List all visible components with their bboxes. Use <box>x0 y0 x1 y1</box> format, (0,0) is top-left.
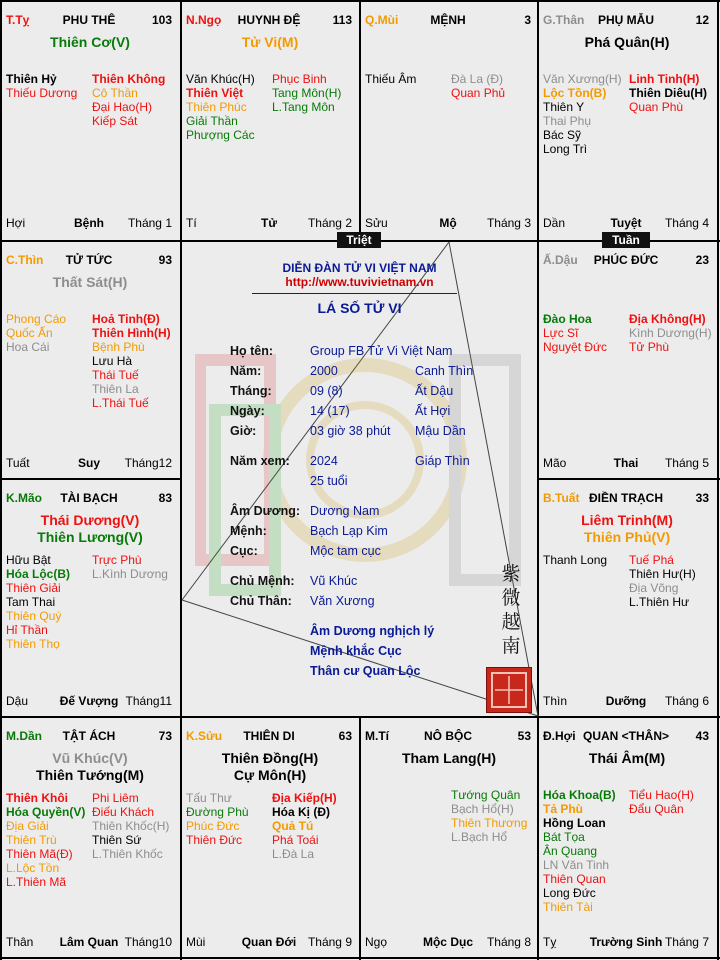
palace-branch: Thân <box>6 935 34 949</box>
minor-star: Thái Tuế <box>92 368 139 382</box>
palace-stem: Q.Mùi <box>365 13 399 27</box>
main-star: Thiên Đồng(H) <box>221 750 319 766</box>
main-star: Liêm Trinh(M) <box>581 512 673 528</box>
minor-stars-right <box>629 553 696 609</box>
palace-month: Tháng 3 <box>486 216 531 230</box>
minor-star: Long Trì <box>543 142 588 156</box>
minor-star: Tả Phù <box>543 802 584 816</box>
minor-stars-right <box>629 72 707 114</box>
info-label: Năm: <box>230 364 262 378</box>
minor-star: Thiên Việt <box>186 86 244 100</box>
palace-month: Tháng10 <box>124 935 172 949</box>
palace-phase: Tử <box>260 216 278 230</box>
minor-star: Phúc Đức <box>186 819 240 833</box>
minor-star: Hóa Khoa(B) <box>543 788 616 802</box>
main-star: Thái Dương(V) <box>40 512 140 528</box>
palace-phase: Mộc Dục <box>422 935 473 949</box>
palace-stem: B.Tuất <box>543 491 580 505</box>
palace-branch: Sửu <box>365 216 388 230</box>
main-star: Thiên Cơ(V) <box>50 34 130 50</box>
minor-stars-left <box>6 72 77 100</box>
minor-stars-right <box>92 312 171 410</box>
info-label: Ngày: <box>230 404 265 418</box>
main-star: Thiên Lương(V) <box>37 529 143 545</box>
palace-mui <box>361 2 537 238</box>
minor-star: Hỉ Thần <box>6 623 48 637</box>
minor-star: Thiên Sứ <box>92 833 142 847</box>
minor-star: L.Thái Tuế <box>92 396 149 410</box>
minor-star: Phục Binh <box>272 72 327 86</box>
palace-phase: Suy <box>77 456 100 470</box>
info-value: 2000 <box>310 364 338 378</box>
info-value: 09 (8) <box>310 384 343 398</box>
forum-name: DIỄN ĐÀN TỬ VI VIỆT NAM <box>282 261 437 275</box>
palace-hoi <box>539 718 715 957</box>
minor-star: Ân Quang <box>543 844 598 858</box>
palace-number: 3 <box>524 13 531 27</box>
palace-month: Tháng 2 <box>307 216 352 230</box>
minor-star: Thiên Khôi <box>6 791 68 805</box>
minor-star: Lực Sĩ <box>543 326 579 340</box>
minor-star: Thiên Giải <box>6 581 61 595</box>
minor-star: Thiên Thương <box>451 816 528 830</box>
minor-star: Hóa Lộc(B) <box>6 567 70 581</box>
palace-phase: Tuyệt <box>610 216 642 230</box>
minor-stars-left <box>543 788 616 914</box>
info-value: 14 (17) <box>310 404 350 418</box>
info-label: Âm Dương: <box>230 504 301 518</box>
minor-star: Đại Hao(H) <box>92 100 153 114</box>
palace-stem: Ấ.Dậu <box>543 253 578 267</box>
minor-star: Quả Tú <box>272 819 314 833</box>
palace-branch: Thìn <box>543 694 568 708</box>
palace-ty <box>2 2 178 238</box>
palace-stem: K.Sửu <box>186 729 223 743</box>
minor-star: Kình Dương(H) <box>629 326 712 340</box>
palace-branch: Dần <box>543 216 566 230</box>
palace-phase: Bệnh <box>74 216 104 230</box>
palace-stem: Đ.Hợi <box>543 729 576 743</box>
minor-stars-right <box>272 72 341 114</box>
palace-thin <box>2 242 178 478</box>
minor-star: Lưu Hà <box>92 354 133 368</box>
palace-month: Tháng 6 <box>664 694 709 708</box>
minor-star: Phong Cáo <box>6 312 67 326</box>
palace-stem: M.Dần <box>6 729 42 743</box>
minor-star: Đào Hoa <box>543 312 592 326</box>
main-star: Thái Âm(M) <box>588 750 666 766</box>
minor-star: Kiếp Sát <box>92 114 138 128</box>
palace-number: 113 <box>332 13 352 27</box>
palace-month: Tháng 7 <box>664 935 709 949</box>
minor-star: Trực Phù <box>92 553 142 567</box>
info-extra: Ất Hợi <box>415 404 451 418</box>
minor-star: Phá Toái <box>272 833 319 847</box>
minor-star: L.Kình Dương <box>92 567 168 581</box>
minor-star: Phi Liêm <box>92 791 139 805</box>
minor-star: Hoả Tinh(Đ) <box>92 312 160 326</box>
palace-stem: G.Thân <box>543 13 585 27</box>
minor-stars-right <box>92 791 169 861</box>
minor-star: Thiên Hư(H) <box>629 567 696 581</box>
minor-stars-left <box>543 312 607 354</box>
info-extra: Canh Thìn <box>415 364 474 378</box>
chart-note: Âm Dương nghịch lý <box>310 624 435 638</box>
palace-name: TỬ TỨC <box>65 253 113 267</box>
minor-star: Tướng Quân <box>451 788 521 802</box>
minor-stars-left <box>365 72 416 86</box>
minor-star: Thiếu Dương <box>6 86 78 100</box>
palace-name: PHÚC ĐỨC <box>593 253 659 267</box>
minor-star: L.Bạch Hổ <box>451 830 508 844</box>
palace-number: 53 <box>517 729 531 743</box>
palace-dau <box>539 242 715 478</box>
info-extra: Mậu Dần <box>415 424 466 438</box>
calligraphy-text: 紫微越南 <box>501 563 521 657</box>
palace-number: 43 <box>695 729 709 743</box>
palace-ti <box>361 718 537 957</box>
minor-star: Địa Kiếp(H) <box>272 791 337 805</box>
info-value: Bạch Lạp Kim <box>310 524 388 538</box>
minor-star: Thiên Thọ <box>6 637 60 651</box>
minor-stars-left <box>543 553 607 567</box>
info-label: Cục: <box>230 544 258 558</box>
minor-stars-right <box>451 72 505 100</box>
minor-star: Văn Khúc(H) <box>186 72 255 86</box>
minor-star: Phượng Các <box>186 128 255 142</box>
palace-than <box>539 2 715 238</box>
minor-star: L.Thiên Mã <box>6 875 67 889</box>
minor-star: Thiên Y <box>543 100 585 114</box>
info-label: Tháng: <box>230 384 272 398</box>
minor-star: Quan Phù <box>629 100 684 114</box>
info-value: Vũ Khúc <box>310 574 358 588</box>
minor-star: L.Lộc Tồn <box>6 861 60 875</box>
palace-number: 73 <box>158 729 172 743</box>
palace-branch: Mão <box>543 456 567 470</box>
tuan-tag: Tuần <box>602 232 650 248</box>
palace-name: TẬT ÁCH <box>62 729 116 743</box>
palace-branch: Mùi <box>186 935 206 949</box>
palace-number: 23 <box>695 253 709 267</box>
palace-phase: Lâm Quan <box>59 935 119 949</box>
minor-stars-right <box>272 791 337 861</box>
minor-stars-right <box>629 788 694 816</box>
minor-star: Thai Phụ <box>543 114 592 128</box>
palace-dan <box>2 718 178 957</box>
palace-name: HUYNH ĐỆ <box>237 13 301 27</box>
info-extra: Ất Dậu <box>415 384 454 398</box>
palace-month: Tháng11 <box>125 694 172 708</box>
minor-star: Đà La (Đ) <box>451 72 504 86</box>
minor-star: Hoa Cái <box>6 340 50 354</box>
minor-star: L.Thiên Hư <box>629 595 690 609</box>
minor-star: Thiên Trù <box>6 833 57 847</box>
palace-tuat <box>539 480 715 716</box>
minor-stars-right <box>92 553 168 581</box>
minor-star: Thiên Quan <box>543 872 606 886</box>
palace-stem: M.Tí <box>365 729 389 743</box>
minor-star: LN Văn Tinh <box>543 858 610 872</box>
palace-ngo <box>182 2 358 238</box>
info-value: Group FB Tử Vi Việt Nam <box>310 344 453 358</box>
minor-star: L.Tang Môn <box>272 100 335 114</box>
minor-star: Thiên Hỷ <box>6 72 57 86</box>
main-star: Thiên Tướng(M) <box>36 767 144 783</box>
minor-star: Hóa Kị (Đ) <box>272 805 330 819</box>
palace-name: MỆNH <box>430 13 466 27</box>
main-star: Phá Quân(H) <box>584 34 670 50</box>
palace-branch: Hợi <box>6 216 26 230</box>
info-label: Họ tên: <box>230 344 274 358</box>
minor-stars-left <box>543 72 622 156</box>
chart-note: Thân cư Quan Lộc <box>310 664 421 678</box>
palace-branch: Tí <box>186 216 197 230</box>
minor-star: Tuế Phá <box>629 553 674 567</box>
info-label: Mệnh: <box>230 524 267 538</box>
minor-star: Địa Võng <box>629 581 679 595</box>
forum-url[interactable]: http://www.tuvivietnam.vn <box>285 275 434 289</box>
minor-star: Thanh Long <box>543 553 608 567</box>
main-star: Tử Vi(M) <box>241 34 299 50</box>
palace-name: THIÊN DI <box>243 729 295 743</box>
minor-star: Quan Phủ <box>451 86 506 100</box>
minor-star: Văn Xương(H) <box>543 72 622 86</box>
minor-star: Điếu Khách <box>92 805 155 819</box>
info-value: Mộc tam cục <box>310 544 381 558</box>
minor-star: Nguyệt Đức <box>543 340 608 354</box>
minor-stars-left <box>6 553 70 651</box>
info-value: 03 giờ 38 phút <box>310 424 391 438</box>
palace-name: QUAN <THÂN> <box>582 729 669 743</box>
minor-star: Tam Thai <box>6 595 56 609</box>
minor-star: Hóa Quyền(V) <box>6 805 86 819</box>
info-value: 25 tuổi <box>310 474 348 488</box>
info-value: Dương Nam <box>310 504 380 518</box>
palace-month: Tháng 1 <box>127 216 172 230</box>
minor-star: Thiên La <box>92 382 139 396</box>
minor-star: Bác Sỹ <box>543 128 582 142</box>
palace-number: 93 <box>158 253 172 267</box>
minor-star: Lộc Tồn(B) <box>543 86 607 100</box>
palace-stem: K.Mão <box>6 491 42 505</box>
triet-tag: Triệt <box>337 232 381 248</box>
minor-stars-right <box>92 72 165 128</box>
minor-star: Thiên Hình(H) <box>92 326 171 340</box>
palace-suu <box>182 718 358 957</box>
minor-star: Thiếu Âm <box>365 72 417 86</box>
minor-star: Bát Tọa <box>543 830 585 844</box>
info-label: Chủ Mệnh: <box>230 574 295 588</box>
palace-name: TÀI BẠCH <box>60 491 118 505</box>
red-seal-icon <box>486 667 532 713</box>
palace-month: Tháng12 <box>124 456 172 470</box>
minor-star: Tử Phù <box>629 340 670 354</box>
palace-branch: Dậu <box>6 694 29 708</box>
minor-star: Địa Không(H) <box>629 312 706 326</box>
palace-phase: Đế Vượng <box>59 694 119 708</box>
info-value: Văn Xương <box>310 594 375 608</box>
info-extra: Giáp Thìn <box>415 454 470 468</box>
minor-star: Tang Môn(H) <box>272 86 342 100</box>
minor-star: Giải Thần <box>186 114 238 128</box>
minor-stars-left <box>186 791 249 847</box>
palace-stem: N.Ngọ <box>186 13 222 27</box>
info-label: Chủ Thân: <box>230 594 292 608</box>
minor-star: Long Đức <box>543 886 596 900</box>
minor-star: Thiên Diêu(H) <box>629 86 707 100</box>
palace-phase: Mộ <box>439 216 457 230</box>
palace-phase: Thai <box>613 456 639 470</box>
minor-stars-left <box>6 312 66 354</box>
palace-name: NÔ BỘC <box>424 729 472 743</box>
palace-phase: Quan Đới <box>241 935 297 949</box>
minor-star: Cô Thần <box>92 86 138 100</box>
info-value: 2024 <box>310 454 338 468</box>
minor-star: Thiên Không <box>92 72 166 86</box>
chart-note: Mệnh khắc Cục <box>310 644 402 658</box>
palace-number: 103 <box>151 13 172 27</box>
minor-star: Bệnh Phù <box>92 340 145 354</box>
minor-star: Bạch Hổ(H) <box>451 802 514 816</box>
palace-month: Tháng 9 <box>307 935 352 949</box>
palace-month: Tháng 4 <box>664 216 709 230</box>
minor-star: Tấu Thư <box>186 791 232 805</box>
center-info <box>180 240 539 718</box>
palace-month: Tháng 5 <box>664 456 709 470</box>
minor-stars-right <box>629 312 712 354</box>
minor-star: Thiên Mã(Đ) <box>6 847 73 861</box>
palace-stem: C.Thìn <box>6 253 44 267</box>
minor-star: Tiểu Hao(H) <box>629 788 694 802</box>
minor-star: Hữu Bật <box>6 553 51 567</box>
minor-star: Thiên Quý <box>6 609 62 623</box>
palace-branch: Tuất <box>6 456 30 470</box>
main-star: Cự Môn(H) <box>233 767 307 783</box>
minor-star: Thiên Khốc(H) <box>92 819 170 833</box>
minor-stars-right <box>451 788 527 844</box>
info-label: Giờ: <box>230 424 257 438</box>
palace-name: PHU THÊ <box>62 13 116 27</box>
palace-month: Tháng 8 <box>486 935 531 949</box>
chart-title: LÁ SỐ TỬ VI <box>317 300 402 316</box>
palace-branch: Tỵ <box>543 935 557 949</box>
palace-mao <box>2 480 178 716</box>
palace-number: 83 <box>158 491 172 505</box>
palace-number: 63 <box>338 729 352 743</box>
main-star: Thất Sát(H) <box>52 274 128 290</box>
minor-star: Địa Giải <box>6 819 49 833</box>
main-star: Vũ Khúc(V) <box>52 750 128 766</box>
minor-star: L.Đà La <box>272 847 315 861</box>
palace-phase: Trường Sinh <box>589 935 663 949</box>
minor-stars-left <box>6 791 85 889</box>
palace-number: 12 <box>695 13 709 27</box>
main-star: Thiên Phủ(V) <box>583 529 671 545</box>
palace-phase: Dưỡng <box>605 694 647 708</box>
minor-star: Thiên Phúc <box>186 100 247 114</box>
minor-star: L.Thiên Khốc <box>92 847 163 861</box>
minor-star: Đường Phù <box>186 805 249 819</box>
main-star: Tham Lang(H) <box>401 750 497 766</box>
minor-star: Quốc Ấn <box>6 326 53 340</box>
minor-star: Thiên Tài <box>543 900 593 914</box>
info-label: Năm xem: <box>230 454 290 468</box>
minor-star: Linh Tinh(H) <box>629 72 700 86</box>
minor-star: Đẩu Quân <box>629 802 684 816</box>
palace-stem: T.Tỵ <box>6 13 30 27</box>
minor-star: Hồng Loan <box>543 816 606 830</box>
palace-name: PHỤ MẪU <box>598 13 654 27</box>
palace-branch: Ngọ <box>365 935 388 949</box>
palace-name: ĐIỀN TRẠCH <box>589 491 663 505</box>
minor-star: Thiên Đức <box>186 833 243 847</box>
minor-stars-left <box>186 72 255 142</box>
palace-number: 33 <box>695 491 709 505</box>
